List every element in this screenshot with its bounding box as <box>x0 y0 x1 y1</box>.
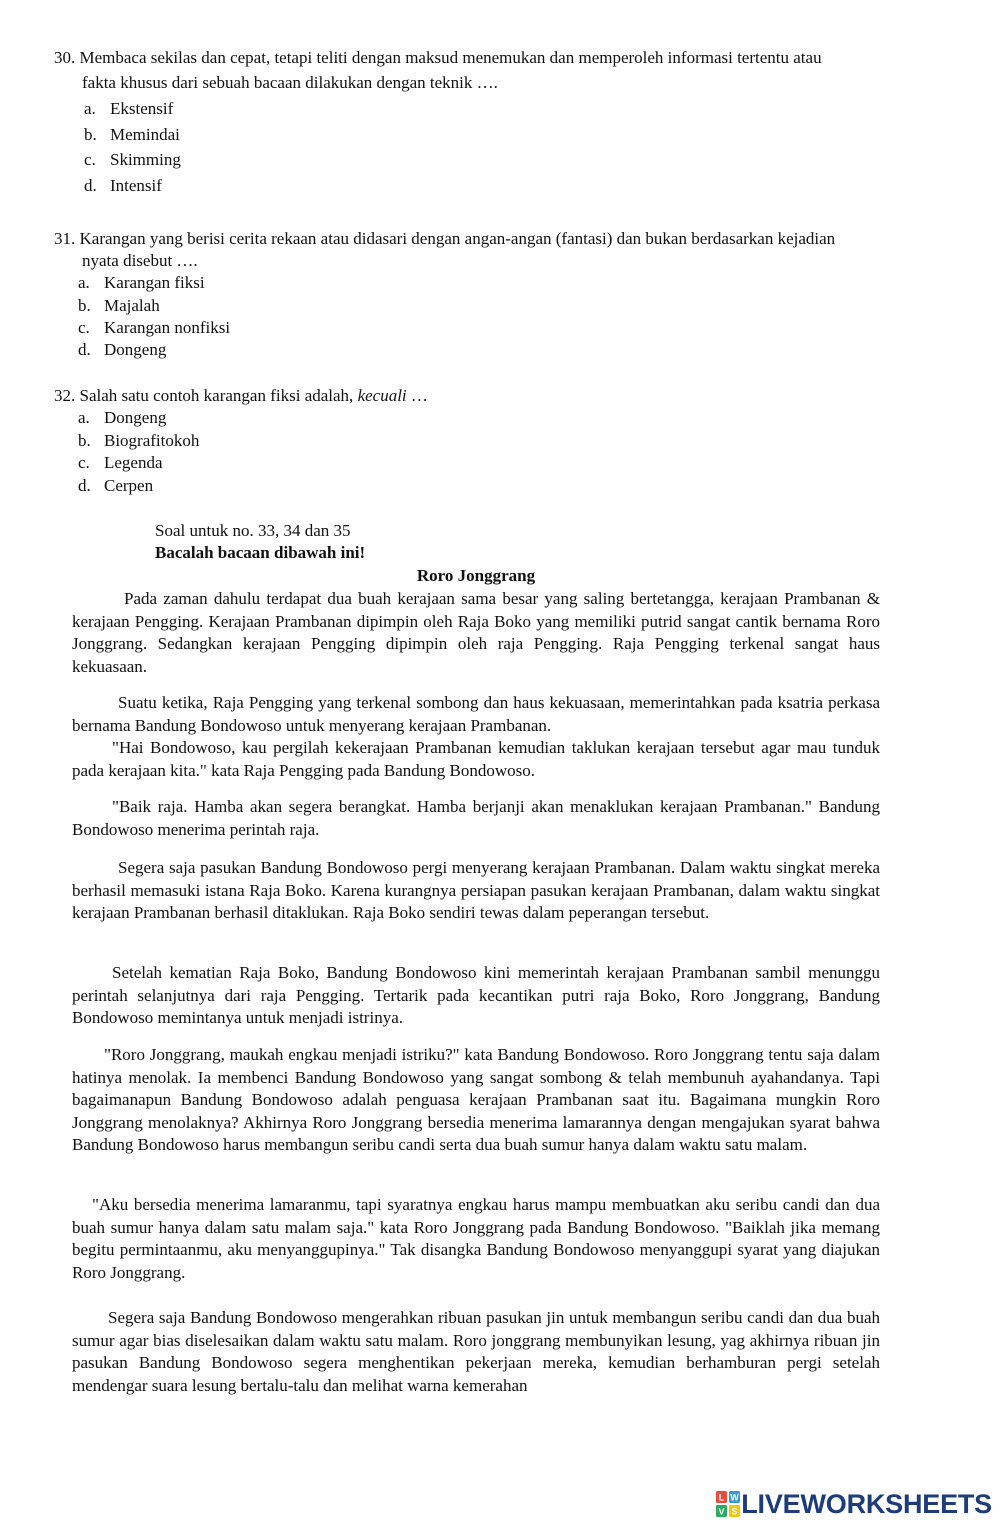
question-31-option-c <box>78 317 230 339</box>
question-emphasis: kecuali <box>357 386 407 405</box>
option-letter: d. <box>78 476 91 495</box>
question-31-line2: nyata disebut …. <box>82 251 198 270</box>
question-30-line1 <box>54 47 822 69</box>
option-text: Intensif <box>110 176 162 195</box>
option-text: Biografitokoh <box>104 431 200 450</box>
question-32-line1 <box>54 385 428 407</box>
question-31-option-a <box>78 272 205 294</box>
question-30-option-a <box>84 98 173 120</box>
reading-title: Roro Jonggrang <box>416 566 536 585</box>
story-paragraph-6: Setelah kematian Raja Boko, Bandung Bondowoso kini memerintah kerajaan Prambanan sambil menunggu perintah selanjutnya dari raja Pengging. Tertarik pada kecantikan putri raja Boko, Roro Jonggrang, Bandung Bondowoso memintanya untuk menjadi istrinya. <box>72 963 880 1027</box>
question-31-line1 <box>54 228 835 250</box>
story-paragraph-4: "Baik raja. Hamba akan segera berangkat. Hamba berjanji akan menaklukan kerajaan Prambanan." Bandung Bondowoso menerima perintah raja. <box>72 797 880 839</box>
option-letter: c. <box>84 150 96 169</box>
question-number: 32. <box>54 386 76 405</box>
option-letter: a. <box>78 273 90 292</box>
option-letter: c. <box>78 318 90 337</box>
story-paragraph-1: Pada zaman dahulu terdapat dua buah kerajaan sama besar yang saling bertetangga, kerajaan Prambanan & kerajaan Pengging. Kerajaan Prambanan dipimpin oleh Raja Boko yang memiliki putrid sangat cantik bernama Roro Jonggrang. Sedangkan kerajaan Pengging dipimpin oleh raja Pengging. Raja Pengging terkenal sangat haus kekuasaan. <box>72 589 880 676</box>
logo-letter: S <box>731 1506 738 1517</box>
option-text: Skimming <box>110 150 181 169</box>
option-text: Ekstensif <box>110 99 174 118</box>
option-text: Dongeng <box>104 340 167 359</box>
logo-letter: W <box>730 1492 740 1503</box>
question-32-option-d <box>78 475 153 497</box>
option-text: Memindai <box>110 125 180 144</box>
story-paragraph-2: Suatu ketika, Raja Pengging yang terkenal sombong dan haus kekuasaan, memerintahkan pada ksatria perkasa bernama Bandung Bondowoso untuk menyerang kerajaan Prambanan. <box>72 693 880 735</box>
story-paragraph-7: "Roro Jonggrang, maukah engkau menjadi istriku?" kata Bandung Bondowoso. Roro Jonggrang tentu saja dalam hatinya menolak. Ia membenci Bandung Bondowoso yang sangat sombong & telah membunuh ayahandanya. Tapi bagaimanapun Bandung Bondowoso adalah penguasa kerajaan Prambanan saat itu. Bagaimana mungkin Roro Jonggrang menolaknya? Akhirnya Roro Jonggrang bersedia menerima lamarannya dengan mengajukan syarat bahwa Bandung Bondowoso harus membangun seribu candi serta dua buah sumur hanya dalam waktu satu malam. <box>72 1045 880 1154</box>
option-text: Karangan nonfiksi <box>104 318 231 337</box>
option-letter: b. <box>78 431 91 450</box>
option-letter: d. <box>78 340 91 359</box>
liveworksheets-logo-icon <box>715 1489 741 1519</box>
question-text: Karangan yang berisi cerita rekaan atau didasari dengan angan-angan (fantasi) dan bukan berdasarkan kejadian <box>79 229 836 248</box>
option-text: Karangan fiksi <box>104 273 205 292</box>
question-30-option-c <box>84 149 181 171</box>
question-text: Membaca sekilas dan cepat, tetapi teliti dengan maksud menemukan dan memperoleh informasi tertentu atau <box>79 48 822 67</box>
question-31-option-d <box>78 339 166 361</box>
question-32-option-c <box>78 452 163 474</box>
liveworksheets-wordmark: LIVEWORKSHEETS <box>741 1488 992 1519</box>
option-text: Cerpen <box>104 476 154 495</box>
question-30-option-b <box>84 124 180 146</box>
story-paragraph-9: Segera saja Bandung Bondowoso mengerahkan ribuan pasukan jin untuk membangun seribu candi dan dua buah sumur agar bias diselesaikan dalam waktu satu malam. Roro jonggrang membunyikan lesung, yag akhirnya ribuan jin pasukan Bandung Bondowoso segera menghentikan pekerjaan mereka, kemudian berhamburan pergi setelah mendengar suara lesung bertalu-talu dan melihat warna kemerahan <box>72 1308 880 1395</box>
option-letter: a. <box>78 408 90 427</box>
story-paragraph-5: Segera saja pasukan Bandung Bondowoso pergi menyerang kerajaan Prambanan. Dalam waktu singkat mereka berhasil memasuki istana Raja Boko. Karena kurangnya persiapan pasukan kerajaan Prambanan, dalam waktu singkat kerajaan Prambanan berhasil ditaklukan. Raja Boko sendiri tewas dalam peperangan tersebut. <box>72 858 880 922</box>
story-paragraph-3: "Hai Bondowoso, kau pergilah kekerajaan Prambanan kemudian taklukan kerajaan tersebut agar mau tunduk pada kerajaan kita." kata Raja Pengging pada Bandung Bondowoso. <box>72 738 880 780</box>
option-text: Majalah <box>104 296 160 315</box>
question-30-option-d <box>84 175 162 197</box>
reading-intro: Soal untuk no. 33, 34 dan 35 <box>155 521 351 540</box>
option-letter: c. <box>78 453 90 472</box>
question-ellipsis: … <box>410 386 428 405</box>
question-30-line2: fakta khusus dari sebuah bacaan dilakukan dengan teknik …. <box>82 73 498 92</box>
option-letter: a. <box>84 99 96 118</box>
option-letter: b. <box>78 296 91 315</box>
question-32-option-a <box>78 407 166 429</box>
story-paragraph-8: "Aku bersedia menerima lamaranmu, tapi syaratnya engkau harus mampu membuatkan aku seribu candi dan dua buah sumur hanya dalam satu malam saja." kata Roro Jonggrang pada Bandung Bondowoso. "Baiklah jika memang begitu permintaanmu, aku menyanggupinya." Tak disangka Bandung Bondowoso menyanggupi syarat yang diajukan Roro Jonggrang. <box>72 1195 880 1282</box>
option-text: Dongeng <box>104 408 167 427</box>
option-letter: b. <box>84 125 97 144</box>
question-text: Salah satu contoh karangan fiksi adalah, <box>79 386 354 405</box>
reading-instruction: Bacalah bacaan dibawah ini! <box>155 543 366 562</box>
logo-letter: V <box>718 1506 725 1517</box>
question-31-option-b <box>78 295 160 317</box>
question-32-option-b <box>78 430 199 452</box>
question-number: 31. <box>54 229 76 248</box>
liveworksheets-logo <box>715 1488 992 1520</box>
option-text: Legenda <box>104 453 163 472</box>
logo-letter: L <box>719 1492 725 1503</box>
option-letter: d. <box>84 176 97 195</box>
question-number: 30. <box>54 48 76 67</box>
